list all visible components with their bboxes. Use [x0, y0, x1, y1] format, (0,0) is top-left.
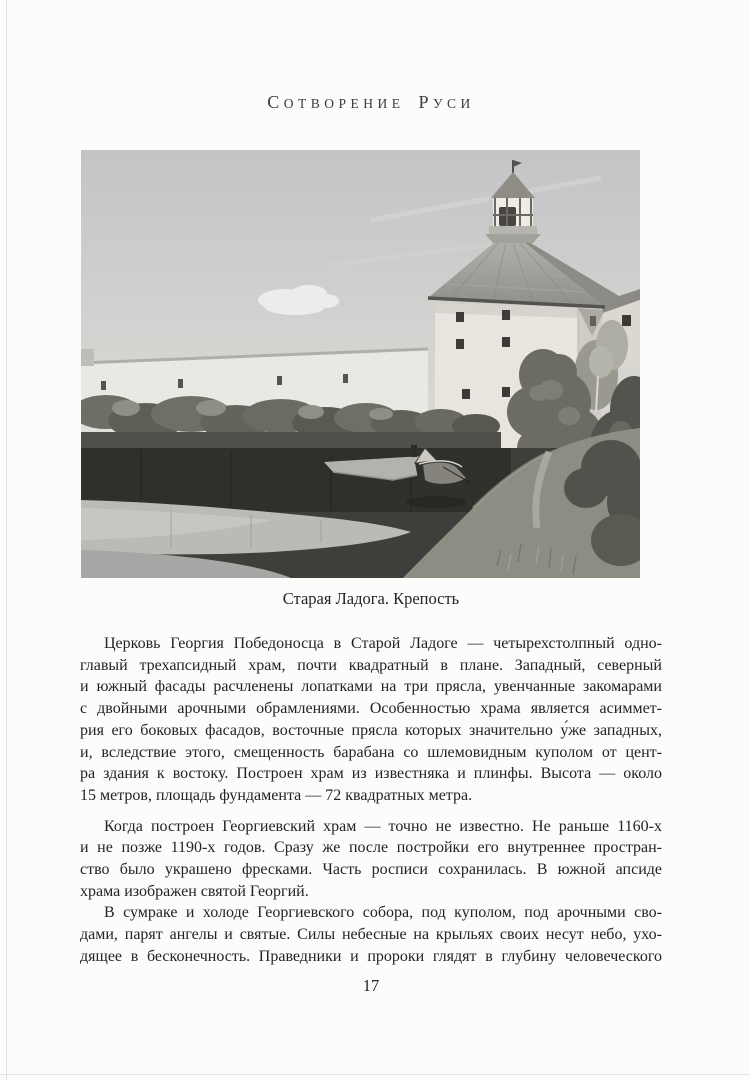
text-line: Когда построен Георгиевский храм — точно не известно. Не раньше 1160-х	[104, 817, 662, 835]
text-line: рия его боковых фасадов, восточные прясла которых значительно у́же западных,	[80, 721, 662, 739]
text-line: Церковь Георгия Победоносца в Старой Ладоге — четырехстолпный одно-	[104, 635, 662, 652]
text-line: дами, парят ангелы и святые. Силы небесные на крыльях своих несут небо, ухо-	[80, 926, 662, 944]
paragraph-2	[80, 816, 662, 903]
body-text	[80, 633, 662, 968]
text-line: В сумраке и холоде Георгиевского собора, под куполом, под арочными сво-	[104, 904, 662, 922]
paragraph-3	[80, 902, 662, 967]
page-number: 17	[362, 976, 380, 995]
figure-on-shore	[411, 445, 417, 457]
text-line: и не позже 1190-х годов. Сразу же после постройки его внутреннее простран-	[80, 839, 662, 857]
paragraph-1	[80, 633, 662, 807]
text-line: 15 метров, площадь фундамента — 72 квадратных метра.	[80, 786, 473, 804]
text-line: дящее в бесконечность. Праведники и пророки глядят в глубину человеческого	[80, 947, 662, 965]
figure-caption: Старая Ладога. Крепость	[282, 589, 460, 608]
text-line: и, вследствие этого, смещенность барабана со шлемовидным куполом от цент-	[80, 743, 662, 761]
running-head-word-1: СОТВОРЕНИЕ	[267, 92, 405, 112]
text-line: ство было украшено фресками. Часть росписи сохранилась. В южной апсиде	[80, 861, 662, 879]
text-line: главый трехапсидный храм, почти квадратный в плане. Западный, северный	[80, 656, 662, 674]
fortress-photo	[81, 150, 640, 578]
text-line: храма изображен святой Георгий.	[80, 882, 309, 900]
page-edge-left	[6, 0, 7, 1080]
fortress-photo-svg	[81, 150, 640, 578]
running-head	[80, 92, 662, 113]
running-head-word-2: РУСИ	[418, 92, 475, 112]
text-line: ра здания к востоку. Построен храм из известняка и плинфы. Высота — около	[80, 765, 662, 783]
page-edge-bottom	[0, 1074, 750, 1075]
text-line: и южный фасады расчленены лопатками на три прясла, увенчанные закомарами	[80, 678, 662, 696]
text-line: с двойными арочными обрамлениями. Особенностью храма является асиммет-	[80, 700, 662, 718]
